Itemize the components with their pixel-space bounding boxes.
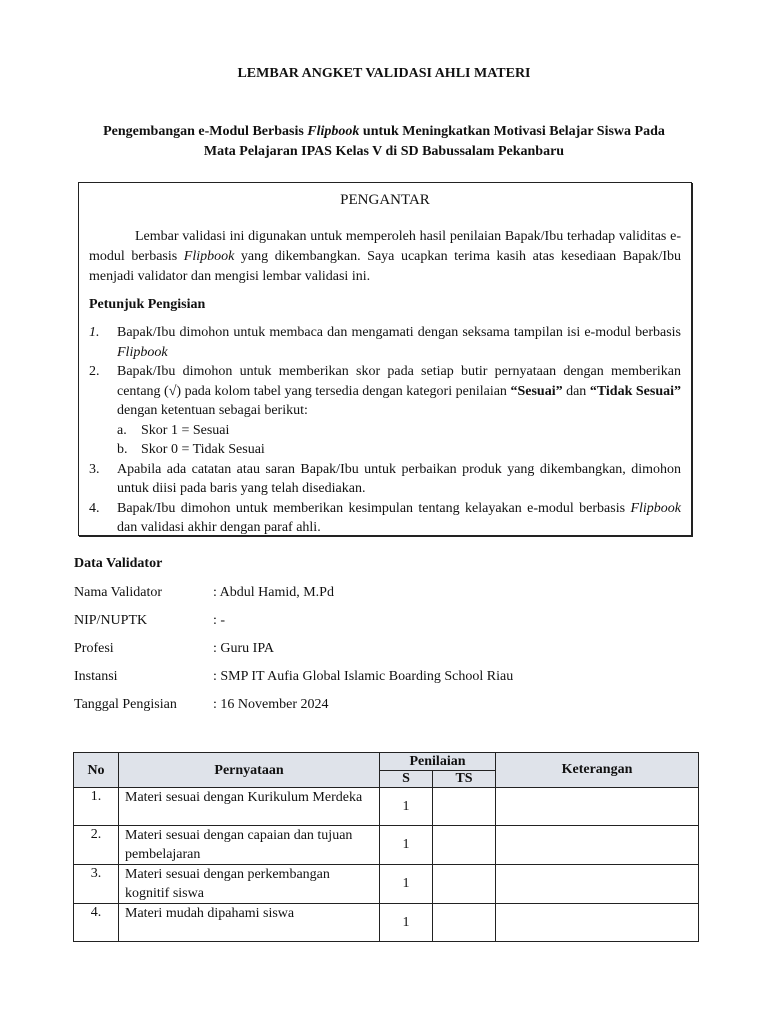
instructions-heading: Petunjuk Pengisian [89, 297, 206, 312]
score-item [117, 440, 681, 460]
header-keterangan: Keterangan [496, 753, 699, 788]
row-number: 1. [74, 788, 119, 826]
subtitle-line-2: Mata Pelajaran IPAS Kelas V di SD Babussalam Pekanbaru [203, 144, 565, 159]
header-penilaian: Penilaian [380, 753, 496, 771]
validator-row-profesi [74, 639, 694, 659]
validation-table [73, 752, 699, 942]
score-letter: b. [117, 442, 128, 457]
subtitle-text-post: untuk Meningkatkan Motivasi Belajar Siswa Pada [359, 124, 665, 139]
intro-para-pre: Lembar validasi ini digunakan untuk memperoleh hasil penilaian Bapak/Ibu terhadap validitas e-modul berbasis [89, 229, 681, 264]
instruction-text: Bapak/Ibu dimohon untuk membaca dan mengamati dengan seksama tampilan isi e-modul berbasis [117, 325, 681, 340]
validator-label: Instansi [74, 669, 118, 684]
subtitle-text-pre: Pengembangan e-Modul Berbasis [103, 124, 308, 139]
validator-row-instansi [74, 667, 694, 687]
table-row [74, 904, 699, 942]
header-s: S [380, 771, 433, 788]
header-no: No [74, 753, 119, 788]
instruction-item [89, 362, 681, 460]
instruction-item [89, 499, 681, 538]
row-number: 3. [74, 865, 119, 904]
validator-row-name [74, 583, 694, 603]
validator-label: NIP/NUPTK [74, 613, 148, 628]
validator-label: Tanggal Pengisian [74, 697, 177, 712]
validator-value: : Abdul Hamid, M.Pd [213, 585, 334, 600]
score-s-cell[interactable]: 1 [380, 904, 433, 942]
keterangan-cell[interactable] [496, 788, 699, 826]
instruction-emphasis: Flipbook [630, 500, 681, 516]
document-title: LEMBAR ANGKET VALIDASI AHLI MATERI [237, 66, 531, 81]
instruction-number: 2. [89, 364, 100, 379]
row-number: 2. [74, 826, 119, 865]
validator-value: : 16 November 2024 [213, 697, 329, 712]
keterangan-cell[interactable] [496, 904, 699, 942]
validator-value: : Guru IPA [213, 641, 274, 656]
intro-box [78, 182, 692, 536]
instruction-number: 3. [89, 461, 100, 477]
instruction-item [89, 323, 681, 362]
instruction-text: Bapak/Ibu dimohon untuk memberikan skor pada setiap butir pernyataan dengan memberikan centang (√) pada kolom tabel yang tersedia dengan kategori penilaian [117, 364, 681, 399]
score-s-cell[interactable]: 1 [380, 826, 433, 865]
intro-para-post: yang dikembangkan. Saya ucapkan terima kasih atas kesediaan Bapak/Ibu menjadi validator dan mengisi lembar validasi ini. [89, 249, 682, 284]
instruction-number: 1. [89, 325, 100, 340]
category-sesuai: “Sesuai” [510, 383, 563, 399]
table-row [74, 865, 699, 904]
instruction-number: 4. [89, 500, 100, 516]
validator-row-nip [74, 611, 694, 631]
score-s-cell[interactable]: 1 [380, 865, 433, 904]
score-s-cell[interactable]: 1 [380, 788, 433, 826]
validator-value: : - [213, 613, 226, 628]
score-text: Skor 1 = Sesuai [141, 422, 230, 438]
validator-label: Profesi [74, 641, 114, 656]
instruction-text-post: dengan ketentuan sebagai berikut: [117, 403, 308, 418]
instruction-emphasis: Flipbook [117, 344, 168, 360]
subtitle-emphasis: Flipbook [307, 124, 360, 139]
header-pernyataan: Pernyataan [119, 753, 380, 788]
instruction-text: Bapak/Ibu dimohon untuk memberikan kesimpulan tentang kelayakan e-modul berbasis [117, 500, 631, 516]
instructions-list [89, 323, 681, 538]
keterangan-cell[interactable] [496, 865, 699, 904]
table-row [74, 788, 699, 826]
instruction-text-post: dan validasi akhir dengan paraf ahli. [117, 520, 321, 535]
score-text: Skor 0 = Tidak Sesuai [141, 442, 265, 457]
validator-value: : SMP IT Aufia Global Islamic Boarding School Riau [213, 669, 514, 684]
score-ts-cell[interactable] [433, 904, 496, 942]
keterangan-cell[interactable] [496, 826, 699, 865]
row-statement: Materi sesuai dengan Kurikulum Merdeka [119, 788, 380, 826]
score-letter: a. [117, 422, 127, 438]
validator-label: Nama Validator [74, 585, 162, 600]
intro-heading: PENGANTAR [340, 192, 430, 208]
intro-paragraph [89, 227, 681, 287]
category-tidak-sesuai: “Tidak Sesuai” [589, 383, 682, 399]
row-number: 4. [74, 904, 119, 942]
header-ts: TS [433, 771, 496, 788]
score-ts-cell[interactable] [433, 826, 496, 865]
score-ts-cell[interactable] [433, 865, 496, 904]
row-statement: Materi mudah dipahami siswa [119, 904, 380, 942]
instruction-text-mid: dan [562, 383, 590, 399]
intro-para-emphasis: Flipbook [183, 249, 235, 264]
validator-heading: Data Validator [74, 556, 163, 571]
row-statement: Materi sesuai dengan perkembangan kognitif siswa [119, 865, 380, 904]
document-subtitle [70, 122, 698, 162]
score-item [117, 421, 681, 441]
score-list [117, 421, 681, 460]
validator-row-tanggal [74, 695, 694, 715]
score-ts-cell[interactable] [433, 788, 496, 826]
instruction-text: Apabila ada catatan atau saran Bapak/Ibu untuk perbaikan produk yang dikembangkan, dimohon untuk diisi pada baris yang telah disediakan. [117, 461, 681, 496]
row-statement: Materi sesuai dengan capaian dan tujuan pembelajaran [119, 826, 380, 865]
table-row [74, 826, 699, 865]
instruction-item [89, 460, 681, 499]
